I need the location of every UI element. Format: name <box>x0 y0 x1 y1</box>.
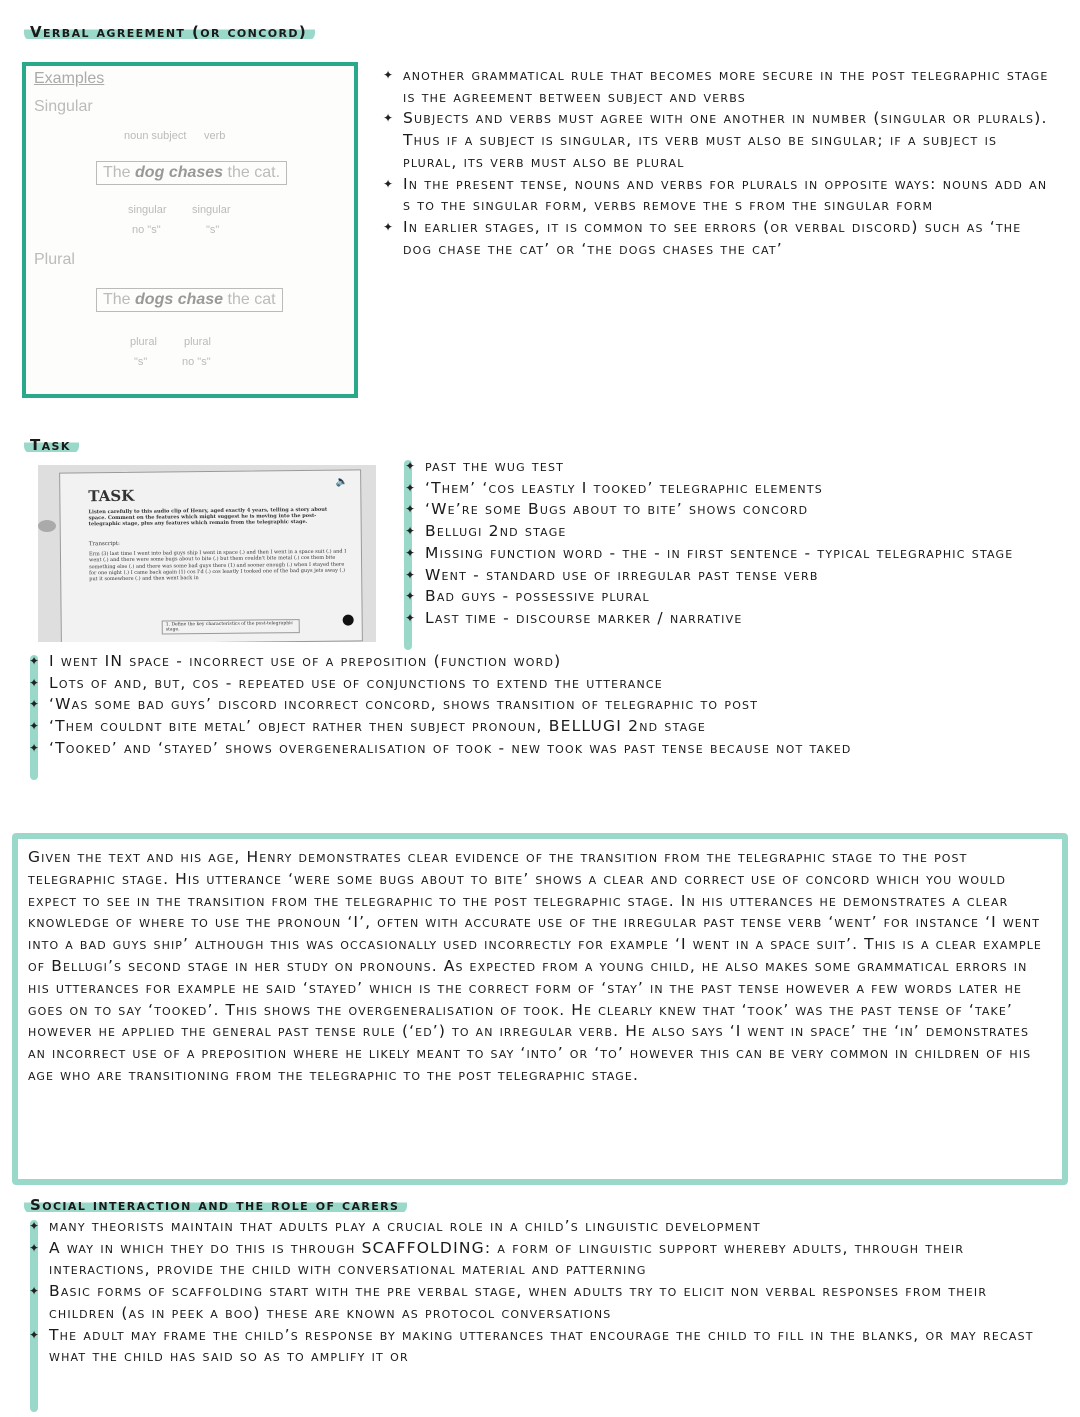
list-item: ✦ many theorists maintain that adults play a crucial role in a child’s linguistic development <box>29 1216 1054 1238</box>
list-item: ✦ In the present tense, nouns and verbs for plurals in opposite ways: nouns add an s to the singular form, verbs remove the s from the singular form <box>383 174 1053 217</box>
sheet-instructions: Listen carefully to this audio clip of Henry, aged exactly 4 years, telling a story about space. Comment on the features which might suggest he is moving into the post-telegraphic stage, plus any features which remain from the telegraphic stage. <box>88 506 328 528</box>
hole-punch <box>38 520 56 532</box>
list-item: ✦ another grammatical rule that becomes more secure in the post telegraphic stage is the agreement between subject and verbs <box>383 65 1053 108</box>
list-item: ✦ ‘We’re some Bugs about to bite’ shows concord <box>405 499 1055 521</box>
task-notes-right <box>405 456 1055 630</box>
task-sheet <box>59 469 363 642</box>
noun-subject-label: noun subject <box>124 130 187 142</box>
section-heading-verbal-agreement: Verbal agreement (or concord) <box>24 23 315 41</box>
examples-title: Examples <box>34 70 105 87</box>
noun: dogs <box>135 291 174 308</box>
singular-note: no "s" <box>132 224 161 236</box>
list-item: ✦ A way in which they do this is through SCAFFOLDING: a form of linguistic support whereby adults, through their interactions, provide the child with conversational material and patterning <box>29 1238 1054 1281</box>
list-item: ✦ past the wug test <box>405 456 1055 478</box>
plural-note: no "s" <box>182 356 211 368</box>
singular-note: singular <box>128 204 167 216</box>
list-item: ✦ Basic forms of scaffolding start with the pre verbal stage, when adults try to elicit non verbal responses from their children (as in peek a boo) these are known as protocol conversations <box>29 1281 1054 1324</box>
singular-label: Singular <box>34 98 93 115</box>
list-item: ✦ Went - standard use of irregular past tense verb <box>405 565 1055 587</box>
noun: dog <box>135 164 165 181</box>
list-item: ✦ Last time - discourse marker / narrative <box>405 608 1055 630</box>
list-item: ✦ ‘Was some bad guys’ discord incorrect concord, shows transition of telegraphic to post <box>29 694 1054 716</box>
plural-note: "s" <box>134 356 148 368</box>
plural-label: Plural <box>34 251 75 268</box>
examples-image <box>22 62 358 398</box>
sheet-title: TASK <box>88 486 135 506</box>
transcript-label: Transcript: <box>88 540 120 548</box>
social-interaction-bullets <box>29 1216 1054 1368</box>
speaker-icon: 🔈 <box>335 476 349 488</box>
plural-sentence <box>96 288 283 312</box>
dot-icon <box>343 615 354 626</box>
list-item: ✦ ‘Them couldnt bite metal’ object rather then subject pronoun, BELLUGI 2nd stage <box>29 716 1054 738</box>
words: the cat. <box>227 164 281 181</box>
list-item: ✦ Missing function word - the - in first sentence - typical telegraphic stage <box>405 543 1055 565</box>
verb: chases <box>168 164 224 181</box>
list-item: ✦ In earlier stages, it is common to see errors (or verbal discord) such as ‘the dog chase the cat’ or ‘the dogs chases the cat’ <box>383 217 1053 260</box>
list-item: ✦ ‘Them’ ‘cos leastly I tooked’ telegraphic elements <box>405 478 1055 500</box>
words: the cat <box>227 291 276 308</box>
word: The <box>103 291 131 308</box>
transcript: Erm (3) last time I went into bad guys ship I went in space (.) and then I went in a space suit (.) and I went (.) and there were some bugs about to bite (.) but them couldn't bite metal (.) cos them bite something else (.) and there was some bad guys there (1) and sooner enough (.) when I stayed there for one night (.) I came back again (1) cos I'd (.) cos leastly I tooked one of the bad guys jets away (.) put it somewhere (.) and then went back in <box>88 548 347 583</box>
list-item: ✦ ‘Tooked’ and ‘stayed’ shows overgeneralisation of took - new took was past tense because not taked <box>29 738 1054 760</box>
list-item: ✦ Subjects and verbs must agree with one another in number (singular or plurals). Thus if a subject is singular, its verb must also be singular; if a subject is plural, its verb must also be plural <box>383 108 1053 173</box>
list-item: ✦ Bellugi 2nd stage <box>405 521 1055 543</box>
word: The <box>103 164 131 181</box>
list-item: ✦ The adult may frame the child’s response by making utterances that encourage the child to fill in the blanks, or may recast what the child has said so as to amplify it or <box>29 1325 1054 1368</box>
verb-label: verb <box>204 130 226 142</box>
singular-note: singular <box>192 204 231 216</box>
sheet-question: 1. Define the key characteristics of the post-telegraphic stage. <box>162 619 300 634</box>
plural-note: plural <box>130 336 157 348</box>
essay-paragraph: Given the text and his age, Henry demonstrates clear evidence of the transition from the telegraphic stage to the post telegraphic stage. His utterance ‘were some bugs about to bite’ shows a clear and correct use of concord which you would expect to see in the transition from the telegraphic to the post telegraphic stage. In his utterances he demonstrates a clear knowledge of where to use the pronoun ‘I’, often with accurate use of the irregular past tense verb ‘went’ for instance ‘I went into a bad guys ship’ although this was occasionally used incorrectly for example ‘I went in a space suit’. This is a clear example of Bellugi’s second stage in her study on pronouns. As expected from a young child, he also makes some grammatical errors in his utterances for example he said ‘stayed’ which is the correct form of ‘stay’ in the past tense however a few words later he goes on to say ‘tooked’. This shows the overgeneralisation of took. He clearly knew that ‘took’ was the past tense of ‘take’ however he applied the general past tense rule (‘ed’) to an irregular verb. He also says ‘I went in space’ the ‘in’ demonstrates an incorrect use of a preposition where he likely meant to say ‘into’ or ‘to’ however this can be very common in children of his age who are transitioning from the telegraphic to the post telegraphic stage. <box>28 848 1042 1084</box>
singular-sentence <box>96 161 287 185</box>
list-item: ✦ I went IN space - incorrect use of a preposition (function word) <box>29 651 1054 673</box>
section-heading-social-interaction: Social interaction and the role of carers <box>24 1196 407 1214</box>
singular-note: "s" <box>206 224 220 236</box>
plural-note: plural <box>184 336 211 348</box>
verbal-agreement-bullets <box>383 65 1053 260</box>
section-heading-task: Task <box>24 436 79 454</box>
task-photo <box>38 465 376 642</box>
list-item: ✦ Bad guys - possessive plural <box>405 586 1055 608</box>
task-notes-full <box>29 651 1054 760</box>
verb: chase <box>177 291 224 308</box>
list-item: ✦ Lots of and, but, cos - repeated use of conjunctions to extend the utterance <box>29 673 1054 695</box>
